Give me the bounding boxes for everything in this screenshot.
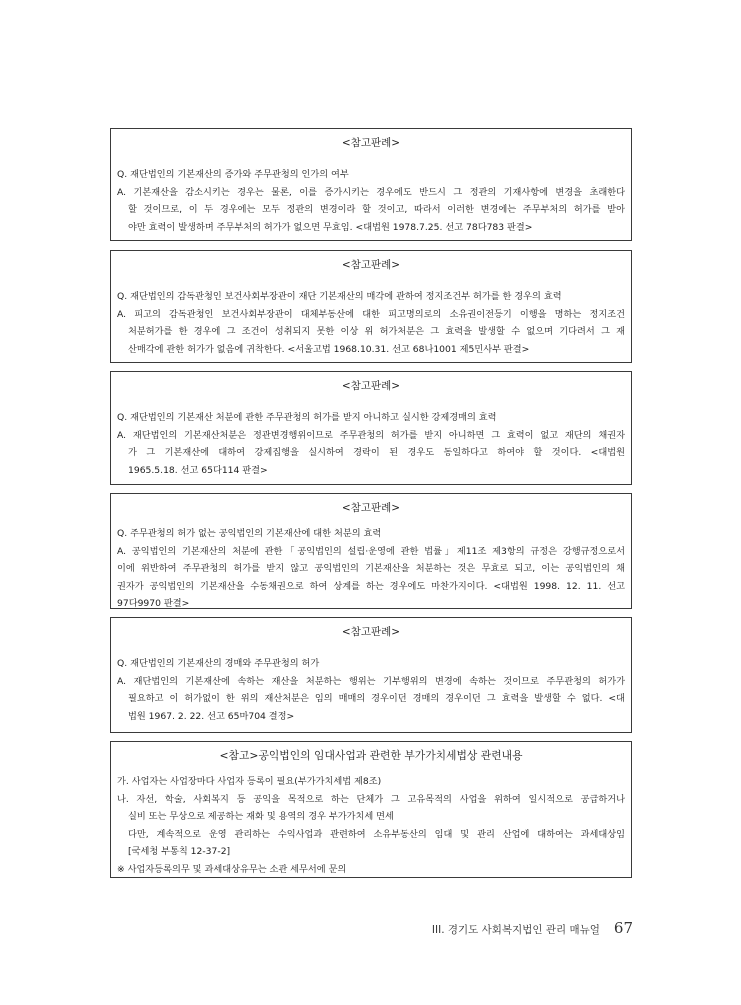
vat-note-title: <참고>공익법인의 임대사업과 관련한 부가가치세법상 관련내용 — [219, 749, 523, 762]
case-box-3 — [110, 371, 632, 485]
answer-line: A. 재단법인의 기본재산처분은 정관변경행위이므로 주무관청의 허가를 받지 아니하면 그 효력이 없고 재단의 채권자 — [117, 429, 625, 441]
case-box-5 — [110, 617, 632, 733]
case-box-title: <참고판례> — [341, 626, 401, 638]
case-box-2 — [110, 250, 632, 363]
case-box-title: <참고판례> — [341, 137, 401, 149]
question-text: Q. 재단법인의 기본재산의 경매와 주무관청의 허가 — [117, 658, 320, 669]
answer-line: 권자가 공익법인의 기본재산을 수동채권으로 하여 상계를 하는 경우에도 마찬가지이다. <대법원 1998. 12. 11. 선고 — [117, 580, 625, 592]
note-line: 다만, 계속적으로 운영 관리하는 수익사업과 관련하여 소유부동산의 임대 및 관리 산업에 대하여는 과세대상임 — [128, 828, 625, 840]
note-line: ※ 사업자등록의무 및 과세대상유무는 소관 세무서에 문의 — [117, 863, 347, 875]
answer-line: A. 재단법인의 기본재산에 속하는 재산을 처분하는 행위는 기부행위의 변경에 속하는 것이므로 주무관청의 허가가 — [117, 675, 625, 687]
answer-line: 처분허가를 한 경우에 그 조건이 성취되지 못한 이상 위 허가처분은 그 효력을 발생할 수 없으며 기다려서 그 재 — [128, 326, 625, 337]
answer-line: 야만 효력이 발생하며 주무부처의 허가가 없으면 무효임. <대법원 1978.7.25. 선고 78다783 판결> — [128, 221, 533, 233]
note-line: 나. 자선, 학술, 사회복지 등 공익을 목적으로 하는 단체가 그 고유목적의 사업을 위하여 일시적으로 공급하거나 — [117, 793, 625, 805]
note-line: 가. 사업자는 사업장마다 사업자 등록이 필요(부가가치세법 제8조) — [117, 776, 382, 787]
page-number: 67 — [613, 919, 633, 937]
question-text: Q. 재단법인의 기본재산의 증가와 주무관청의 인가의 여부 — [117, 169, 349, 180]
answer-line: A. 피고의 감독관청인 보건사회부장관이 대체부동산에 대한 피고명의로의 소유권이전등기 이행을 명하는 정지조건 — [117, 308, 625, 320]
case-box-title: <참고판례> — [341, 380, 401, 392]
question-text: Q. 재단법인의 기본재산 처분에 관한 주무관청의 허가를 받지 아니하고 실시한 강제경매의 효력 — [117, 412, 497, 423]
case-box-title: <참고판례> — [341, 259, 401, 271]
question-text: Q. 재단법인의 감독관청인 보건사회부장관이 재단 기본재산의 매각에 관하여 정지조건부 허가를 한 경우의 효력 — [117, 291, 562, 302]
answer-line: 이에 위반하여 주무관청의 허가를 받지 않고 공익법인의 기본재산을 처분하는 것은 무효로 되고, 이는 공익법인의 채 — [117, 563, 625, 574]
answer-line: A. 공익법인의 기본재산의 처분에 관한「공익법인의 설립·운영에 관한 법률」제11조 제3항의 규정은 강행규정으로서 — [117, 545, 625, 557]
answer-line: 산매각에 관한 허가가 없음에 귀착한다. <서울고법 1968.10.31. 선고 68나1001 제5민사부 판결> — [128, 343, 530, 355]
case-box-4 — [110, 493, 632, 609]
answer-line: 1965.5.18. 선고 65다114 판결> — [128, 464, 268, 476]
question-text: Q. 주무관청의 허가 없는 공익법인의 기본재산에 대한 처분의 효력 — [117, 528, 382, 539]
note-line: [국세청 부통칙 12-37-2] — [128, 846, 231, 857]
answer-line: 할 것이므로, 이 두 경우에는 모두 정관의 변경이라 할 것이고, 따라서 이러한 변경에는 주무부처의 허가를 받아 — [128, 204, 625, 215]
case-box-title: <참고판례> — [341, 502, 401, 514]
answer-line: 가 그 기본재산에 대하여 강제집행을 실시하여 경락이 된 경우도 동일하다고 하여야 할 것이다. <대법원 — [128, 447, 625, 458]
case-box-1 — [110, 128, 632, 241]
answer-line: 법원 1967. 2. 22. 선고 65마704 결정> — [128, 710, 295, 722]
answer-line: 필요하고 이 허가없이 한 위의 재산처분은 임의 매매의 경우이던 경매의 경우이던 그 효력을 발생할 수 없다. <대 — [128, 693, 625, 704]
vat-note-box — [110, 741, 632, 878]
section-title: III. 경기도 사회복지법인 관리 매뉴얼 — [431, 924, 600, 936]
note-line: 실비 또는 무상으로 제공하는 재화 및 용역의 경우 부가가치세 면세 — [128, 811, 394, 822]
answer-line: 97다9970 판결> — [117, 598, 190, 609]
page-footer — [432, 919, 633, 937]
answer-line: A. 기본재산을 감소시키는 경우는 물론, 이를 증가시키는 경우에도 반드시 그 정관의 기재사항에 변경을 초래한다 — [117, 186, 625, 198]
